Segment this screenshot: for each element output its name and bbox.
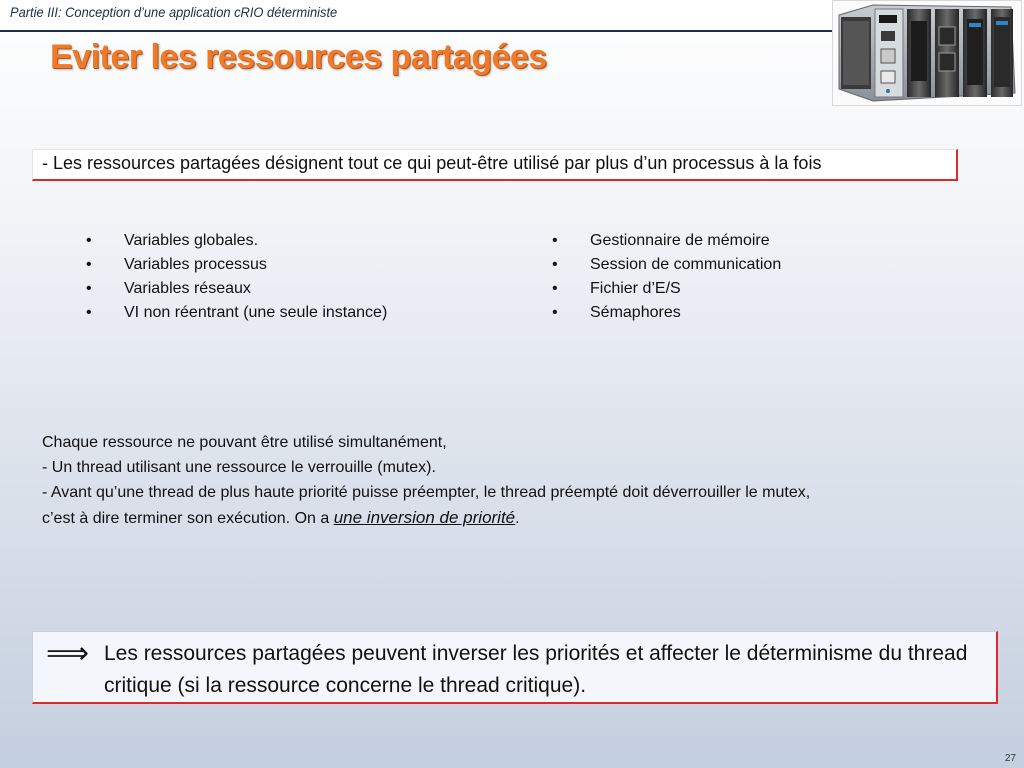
bullet-list-right: [552, 229, 781, 325]
bullet-list-left: [86, 229, 387, 325]
paragraph-line-suffix: .: [515, 510, 520, 527]
header-divider: [0, 30, 832, 32]
list-item: • Gestionnaire de mémoire: [552, 229, 781, 253]
list-item: • Variables réseaux: [86, 277, 387, 301]
crio-device-image: [832, 0, 1022, 106]
page-number: 27: [1004, 753, 1016, 764]
intro-text: - Les ressources partagées désignent tout ce qui peut-être utilisé par plus d’un processus à la fois: [42, 153, 822, 173]
list-item: • Sémaphores: [552, 301, 781, 325]
paragraph-line: - Un thread utilisant une ressource le verrouille (mutex).: [42, 459, 436, 476]
list-item: • Fichier d’E/S: [552, 277, 781, 301]
priority-inversion-link[interactable]: une inversion de priorité: [333, 508, 516, 527]
paragraph-line: Chaque ressource ne pouvant être utilisé simultanément,: [42, 434, 447, 451]
paragraph-line-prefix: c’est à dire terminer son exécution. On a: [42, 510, 334, 527]
list-item: • Variables globales.: [86, 229, 387, 253]
page-title: Eviter les ressources partagées: [50, 38, 547, 76]
paragraph-line: - Avant qu’une thread de plus haute priorité puisse préempter, le thread préempté doit déverrouiller le mutex,: [42, 484, 811, 501]
list-item: • VI non réentrant (une seule instance): [86, 301, 387, 325]
paragraph-line-final: [42, 505, 982, 531]
section-header: Partie III: Conception d’une application cRIO déterministe: [10, 4, 338, 20]
conclusion-text: Les ressources partagées peuvent inverser les priorités et affecter le déterminisme du thread critique (si la ressource concerne le thread critique).: [104, 642, 968, 697]
implies-arrow-icon: ⟹: [46, 637, 90, 670]
list-item: • Variables processus: [86, 253, 387, 277]
list-item: • Session de communication: [552, 253, 781, 277]
explanation-paragraph: [42, 430, 982, 531]
